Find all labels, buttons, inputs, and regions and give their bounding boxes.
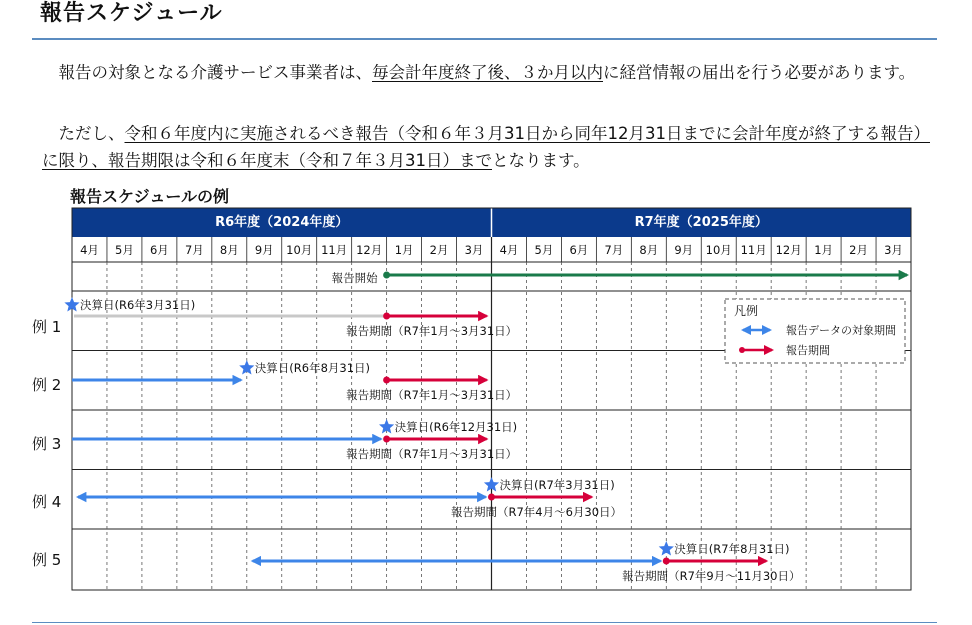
- month-label: 6月: [149, 243, 169, 257]
- month-label: 3月: [884, 243, 903, 257]
- report-period-start-dot: [663, 558, 670, 565]
- month-label: 10月: [705, 243, 732, 257]
- legend-report-period-label: 報告期間: [786, 344, 830, 357]
- report-period-label: 報告期間（R7年1月～3月31日）: [346, 388, 518, 402]
- fiscal-year-label: R7年度（2025年度）: [634, 215, 768, 230]
- report-period-label: 報告期間（R7年1月～3月31日）: [346, 447, 518, 461]
- bottom-divider: [32, 622, 937, 623]
- closing-date-label: 決算日(R6年3月31日): [80, 298, 196, 312]
- month-label: 12月: [356, 243, 383, 257]
- report-period-start-dot: [383, 377, 390, 384]
- report-period-label: 報告期間（R7年1月～3月31日）: [346, 324, 518, 338]
- report-period-label: 報告期間（R7年9月～11月30日）: [622, 569, 801, 583]
- month-label: 8月: [639, 243, 659, 257]
- month-label: 6月: [569, 243, 589, 257]
- month-label: 7月: [604, 243, 624, 257]
- month-label: 7月: [184, 243, 204, 257]
- para1-lead: 報告の対象となる介護サービス事業者は、: [42, 63, 372, 82]
- para1-underlined: 毎会計年度終了後、３か月以内: [372, 63, 603, 82]
- report-period-label: 報告期間（R7年4月～6月30日）: [450, 505, 623, 519]
- month-label: 9月: [254, 243, 274, 257]
- month-label: 2月: [429, 243, 449, 257]
- fiscal-year-label: R6年度（2024年度）: [215, 215, 349, 230]
- para2-tail: となります。: [492, 151, 590, 170]
- month-label: 2月: [849, 243, 868, 257]
- closing-date-label: 決算日(R6年8月31日): [254, 361, 371, 375]
- closing-date-label: 決算日(R6年12月31日): [394, 420, 518, 434]
- month-label: 11月: [321, 243, 348, 257]
- month-label: 3月: [464, 243, 484, 257]
- legend-title: 凡例: [734, 304, 759, 318]
- report-period-start-dot: [383, 436, 390, 443]
- month-label: 4月: [80, 243, 99, 257]
- month-label: 11月: [740, 243, 767, 257]
- month-label: 12月: [775, 243, 802, 257]
- para1-tail: に経営情報の届出を行う必要があります。: [603, 63, 916, 82]
- para2-underlined: 令和６年度内に実施されるべき報告（令和６年３月31日から同年12月31日までに会計年度が終了する報告）に限り、報告期限は令和６年度末（令和７年３月31日）まで: [42, 124, 930, 170]
- month-label: 4月: [499, 243, 519, 257]
- legend-report-period-dot: [739, 347, 745, 353]
- month-label: 1月: [814, 243, 834, 257]
- month-label: 9月: [674, 243, 694, 257]
- report-start-dot: [383, 272, 390, 279]
- schedule-title: 報告スケジュールの例: [70, 187, 230, 206]
- example-4-label: 例 4: [32, 493, 62, 511]
- month-label: 10月: [286, 243, 313, 257]
- para2-lead: ただし、: [42, 124, 125, 143]
- page-title: 報告スケジュール: [40, 1, 223, 26]
- example-1-label: 例 1: [32, 318, 62, 336]
- month-label: 8月: [219, 243, 239, 257]
- example-2-label: 例 2: [32, 376, 62, 394]
- example-5-label: 例 5: [32, 551, 62, 569]
- closing-date-star-icon: [659, 541, 674, 556]
- closing-date-label: 決算日(R7年3月31日): [499, 478, 615, 492]
- month-label: 5月: [115, 243, 134, 257]
- report-period-start-dot: [488, 494, 495, 501]
- example-3-label: 例 3: [32, 435, 62, 453]
- report-period-start-dot: [383, 313, 390, 320]
- legend-data-period-label: 報告データの対象期間: [786, 324, 896, 337]
- report-start-label: 報告開始: [331, 271, 378, 285]
- month-label: 1月: [394, 243, 414, 257]
- closing-date-label: 決算日(R7年8月31日): [674, 542, 790, 556]
- month-label: 5月: [534, 243, 554, 257]
